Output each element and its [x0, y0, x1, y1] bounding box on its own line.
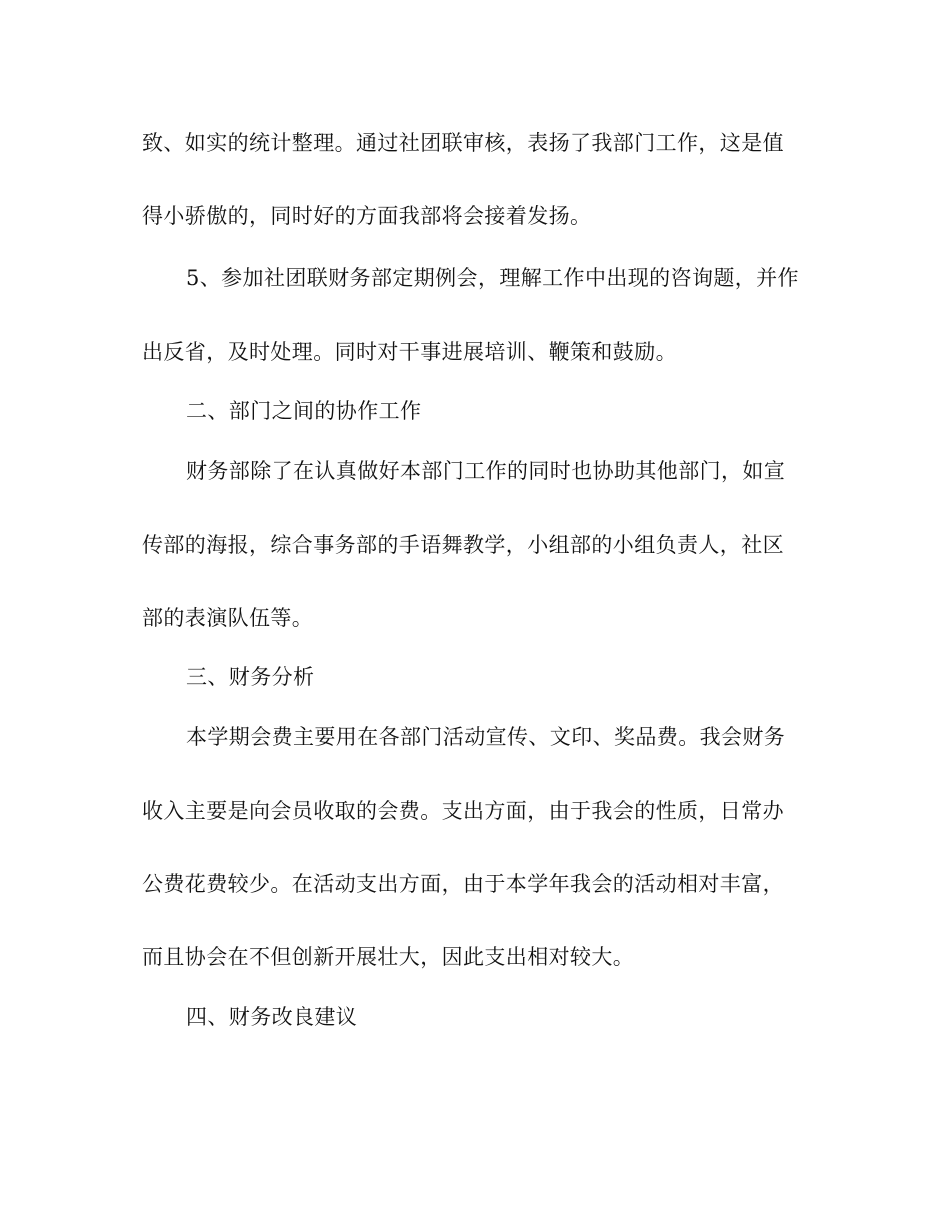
paragraph-line: 5、参加社团联财务部定期例会，理解工作中出现的咨询题，并作 — [186, 266, 799, 290]
paragraph-line: 致、如实的统计整理。通过社团联审核，表扬了我部门工作，这是值 — [142, 131, 784, 155]
paragraph-line: 而且协会在不但创新开展壮大，因此支出相对较大。 — [142, 945, 635, 969]
paragraph-line: 部的表演队伍等。 — [142, 606, 314, 630]
paragraph-line: 出反省，及时处理。同时对干事进展培训、鞭策和鼓励。 — [142, 340, 677, 364]
section-heading: 四、财务改良建议 — [186, 1005, 358, 1029]
section-heading: 三、财务分析 — [186, 665, 315, 689]
paragraph-line: 本学期会费主要用在各部门活动宣传、文印、奖品费。我会财务 — [186, 725, 786, 749]
paragraph-line: 传部的海报，综合事务部的手语舞教学，小组部的小组负责人，社区 — [142, 533, 784, 557]
paragraph-line: 得小骄傲的，同时好的方面我部将会接着发扬。 — [142, 204, 592, 228]
paragraph-line: 收入主要是向会员收取的会费。支出方面，由于我会的性质，日常办 — [142, 799, 784, 823]
section-heading: 二、部门之间的协作工作 — [186, 399, 422, 423]
paragraph-line: 公费花费较少。在活动支出方面，由于本学年我会的活动相对丰富， — [142, 872, 784, 896]
paragraph-line: 财务部除了在认真做好本部门工作的同时也协助其他部门，如宣 — [186, 459, 786, 483]
